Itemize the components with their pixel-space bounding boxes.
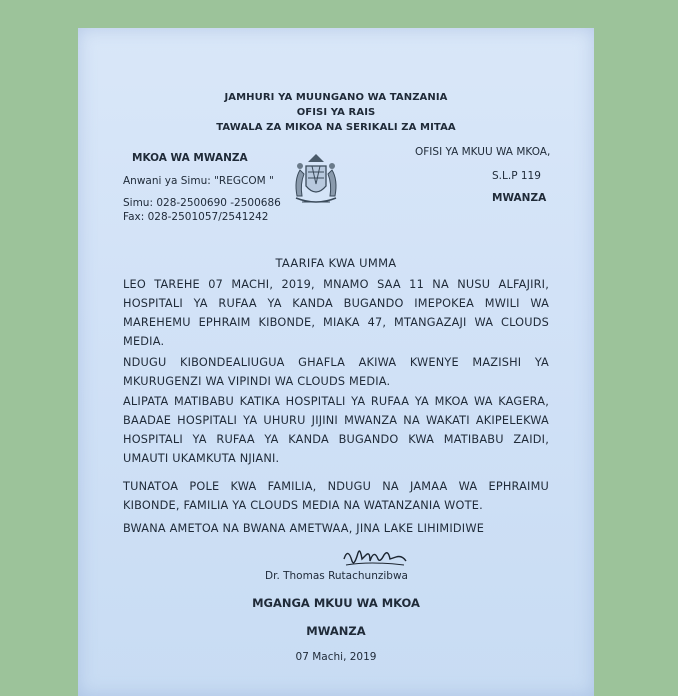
document-date: 07 Machi, 2019: [295, 651, 377, 663]
paragraph-1: LEO TAREHE 07 MACHI, 2019, MNAMO SAA 11 NA NUSU ALFAJIRI, HOSPITALI YA RUFAA YA KANDA BUGANDO IMEPOKEA MWILI WA MAREHEMU EPHRAIM KIBONDE, MIAKA 47, MTANGAZAJI WA CLOUDS MEDIA.: [123, 278, 549, 348]
header-republic: JAMHURI YA MUUNGANO WA TANZANIA: [224, 92, 448, 103]
po-box: S.L.P 119: [492, 170, 541, 182]
header-ministry: TAWALA ZA MIKOA NA SERIKALI ZA MITAA: [216, 122, 456, 133]
telegram-address: Anwani ya Simu: "REGCOM ": [123, 175, 274, 187]
header-office: OFISI YA RAIS: [296, 107, 376, 118]
signatory-title: MGANGA MKUU WA MKOA: [252, 596, 420, 610]
paragraph-4: TUNATOA POLE KWA FAMILIA, NDUGU NA JAMAA WA EPHRAIMU KIBONDE, FAMILIA YA CLOUDS MEDIA NA WATANZANIA WOTE.: [123, 480, 549, 512]
signatory-city: MWANZA: [306, 624, 366, 638]
coat-of-arms-icon: [288, 150, 344, 208]
paragraph-2: NDUGU KIBONDEALIUGUA GHAFLA AKIWA KWENYE MAZISHI YA MKURUGENZI WA VIPINDI WA CLOUDS MEDIA.: [123, 356, 549, 388]
paragraph-5: BWANA AMETOA NA BWANA AMETWAA, JINA LAKE LIHIMIDIWE: [123, 522, 485, 535]
fax-number: Fax: 028-2501057/2541242: [123, 211, 269, 223]
notice-title: TAARIFA KWA UMMA: [275, 256, 397, 270]
office-name: OFISI YA MKUU WA MKOA,: [415, 146, 551, 158]
document-page: [78, 28, 594, 696]
office-city: MWANZA: [492, 192, 547, 204]
phone-number: Simu: 028-2500690 -2500686: [123, 197, 281, 209]
paragraph-3: ALIPATA MATIBABU KATIKA HOSPITALI YA RUFAA YA MKOA WA KAGERA, BAADAE HOSPITALI YA UHURU JIJINI MWANZA NA WAKATI AKIPELEKWA HOSPITALI YA RUFAA YA KANDA BUGANDO KWA MATIBABU ZAIDI, UMAUTI UKAMKUTA NJIANI.: [123, 395, 549, 465]
signature-icon: [340, 545, 410, 571]
region-name: MKOA WA MWANZA: [132, 152, 248, 164]
signatory-name: Dr. Thomas Rutachunzibwa: [265, 570, 408, 582]
